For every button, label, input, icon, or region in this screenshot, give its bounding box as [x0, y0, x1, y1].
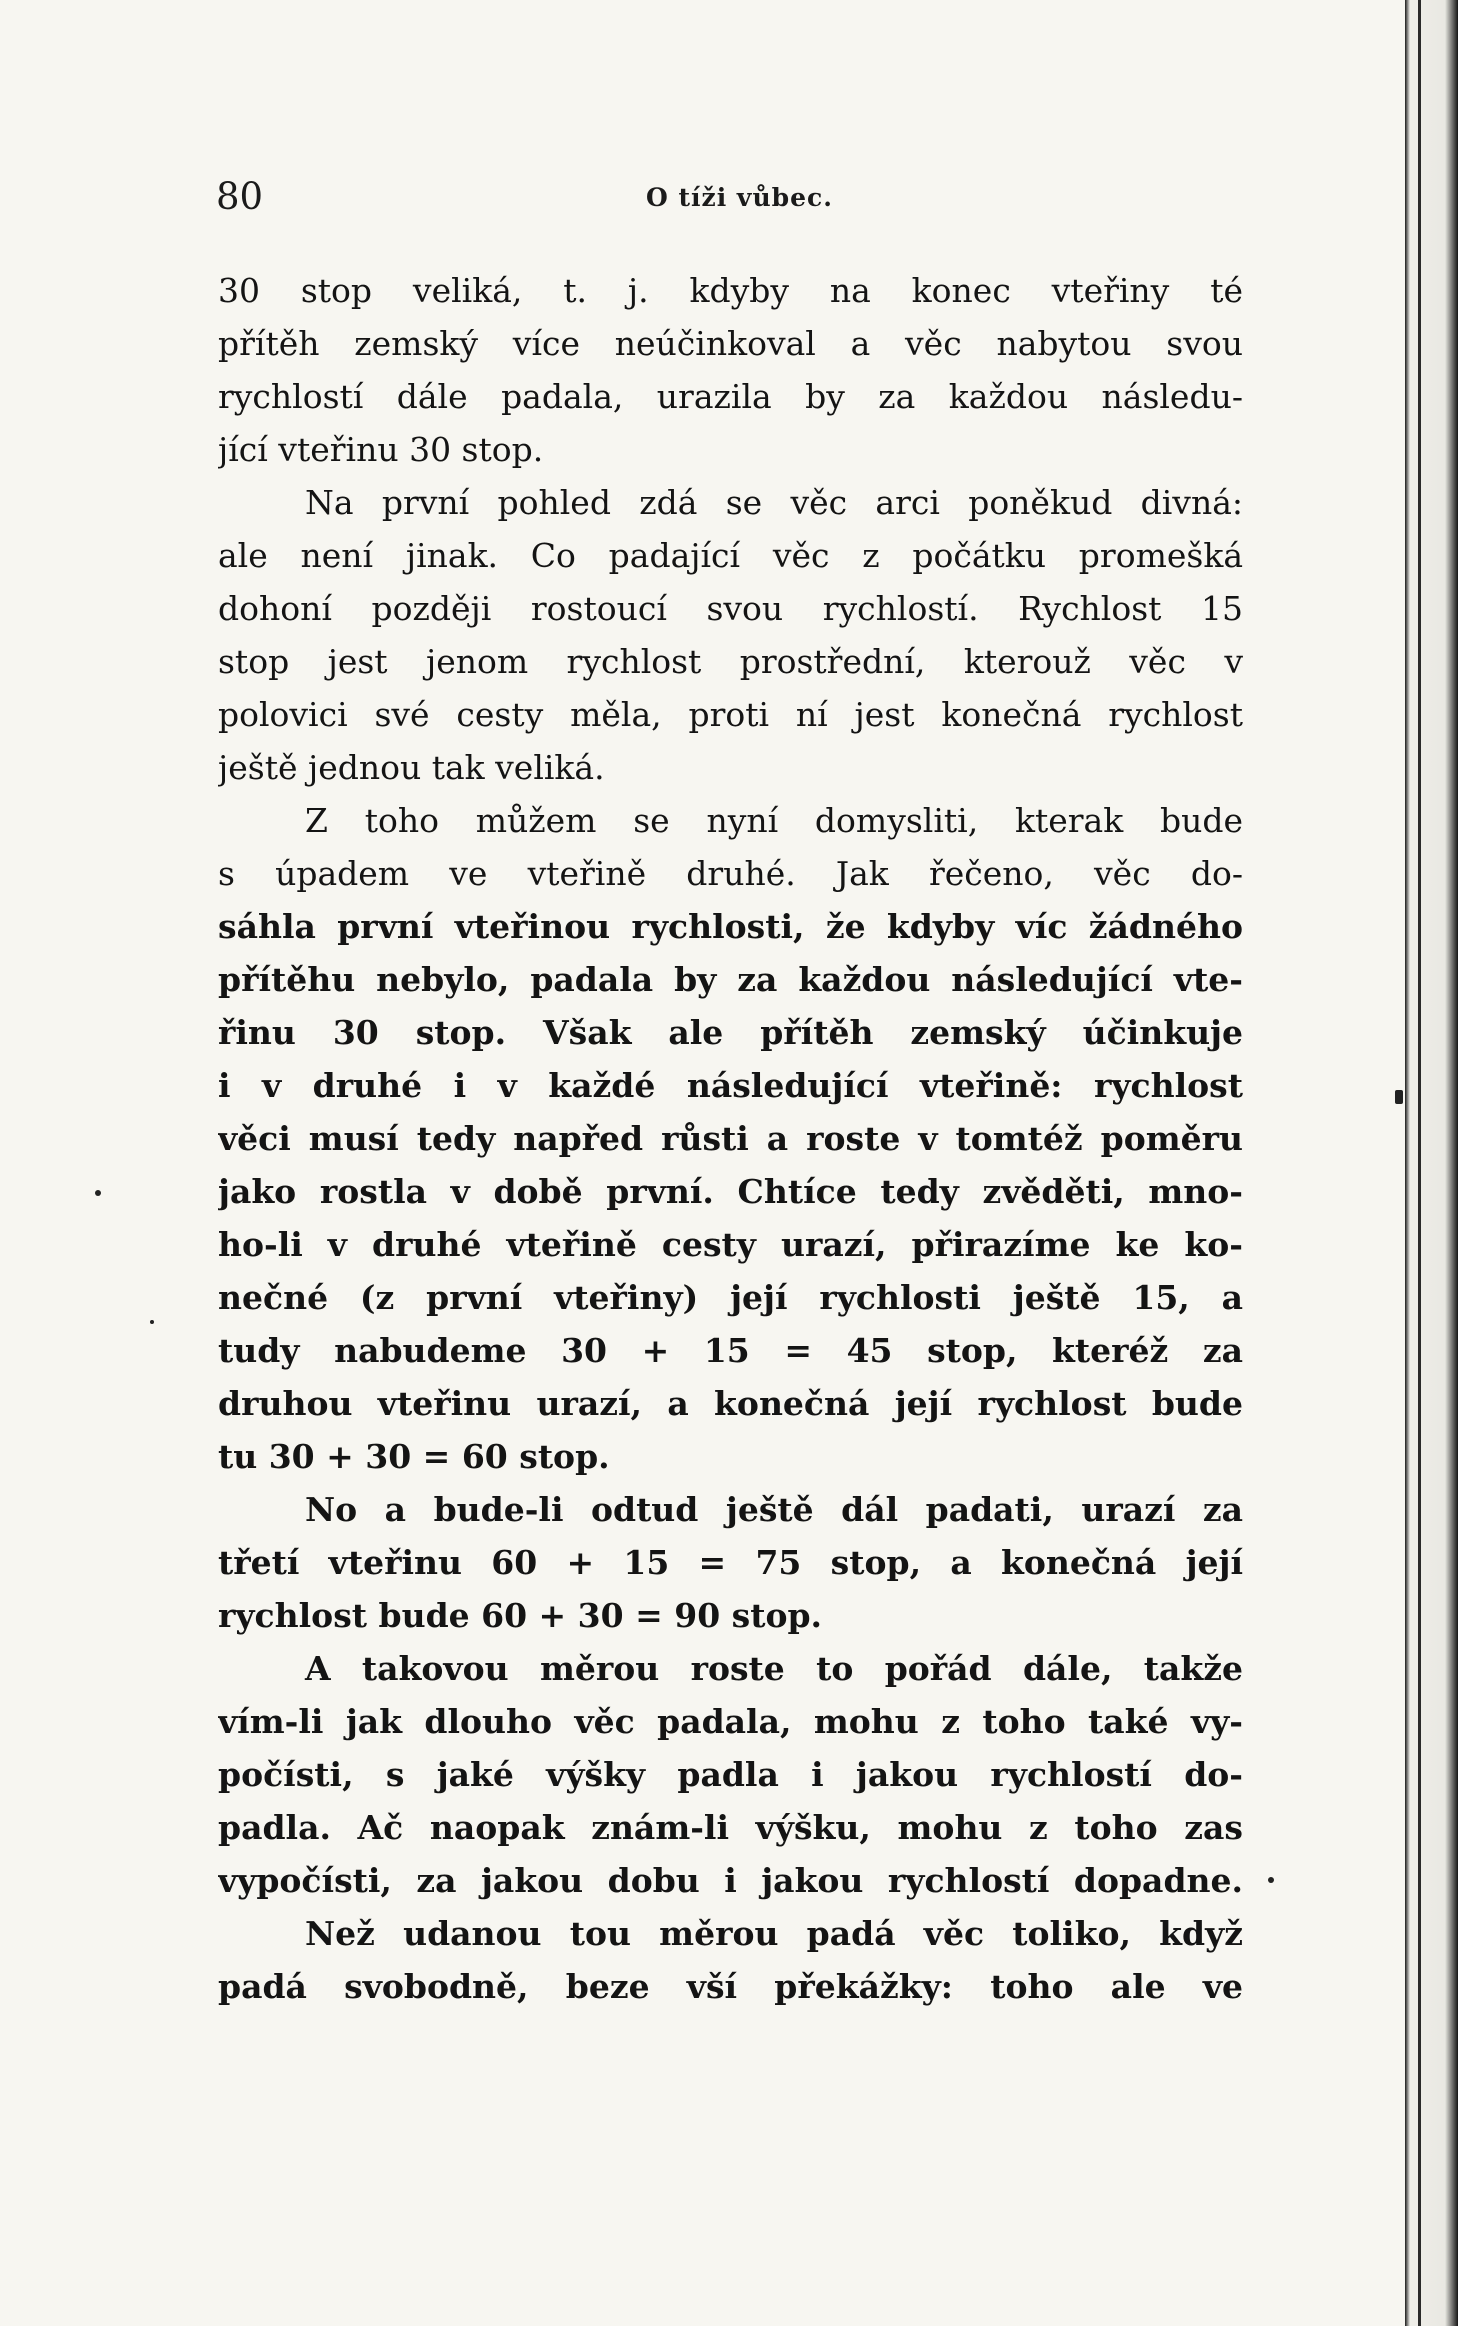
body-text — [218, 264, 1243, 2013]
text-line: jící vteřinu 30 stop. — [218, 430, 544, 469]
text-line: Z toho můžem se nyní domysliti, kterak bude — [305, 801, 1243, 840]
text-line: rychlostí dále padala, urazila by za každou následu- — [218, 377, 1243, 416]
text-line: padla. Ač naopak znám-li výšku, mohu z toho zas — [218, 1808, 1243, 1847]
text-line: padá svobodně, beze vší překážky: toho ale ve — [218, 1967, 1243, 2006]
text-line: počísti, s jaké výšky padla i jakou rychlostí do- — [218, 1755, 1243, 1794]
text-line: třetí vteřinu 60 + 15 = 75 stop, a konečná její — [218, 1543, 1243, 1582]
book-edge-line — [1418, 0, 1421, 2326]
text-line: tu 30 + 30 = 60 stop. — [218, 1437, 610, 1476]
text-line: 30 stop veliká, t. j. kdyby na konec vteřiny té — [218, 271, 1243, 310]
text-line: ho-li v druhé vteřině cesty urazí, přirazíme ke ko- — [218, 1225, 1243, 1264]
text-line: Než udanou tou měrou padá věc toliko, když — [305, 1914, 1243, 1953]
text-line: vím-li jak dlouho věc padala, mohu z toho také vy- — [218, 1702, 1243, 1741]
text-line: A takovou měrou roste to pořád dále, takže — [305, 1649, 1243, 1688]
print-speck — [150, 1320, 154, 1324]
text-line: věci musí tedy napřed růsti a roste v tomtéž poměru — [218, 1119, 1243, 1158]
text-line: ale není jinak. Co padající věc z počátku promešká — [218, 536, 1243, 575]
text-line: i v druhé i v každé následující vteřině: rychlost — [218, 1066, 1243, 1105]
print-speck — [95, 1190, 101, 1196]
text-line: nečné (z první vteřiny) její rychlosti ještě 15, a — [218, 1278, 1243, 1317]
text-line: vypočísti, za jakou dobu i jakou rychlostí dopadne. — [218, 1861, 1243, 1900]
text-line: tudy nabudeme 30 + 15 = 45 stop, kteréž za — [218, 1331, 1243, 1370]
text-line: sáhla první vteřinou rychlosti, že kdyby víc žádného — [218, 907, 1243, 946]
text-line: polovici své cesty měla, proti ní jest konečná rychlost — [218, 695, 1243, 734]
text-line: Na první pohled zdá se věc arci poněkud divná: — [305, 483, 1243, 522]
book-edge — [1405, 0, 1458, 2326]
text-line: No a bude-li odtud ještě dál padati, urazí za — [305, 1490, 1243, 1529]
text-line: přítěhu nebylo, padala by za každou následující vte- — [218, 960, 1243, 999]
text-line: s úpadem ve vteřině druhé. Jak řečeno, věc do- — [218, 854, 1243, 893]
text-line: stop jest jenom rychlost prostřední, kterouž věc v — [218, 642, 1243, 681]
text-line: přítěh zemský více neúčinkoval a věc nabytou svou — [218, 324, 1243, 363]
text-line: druhou vteřinu urazí, a konečná její rychlost bude — [218, 1384, 1243, 1423]
page-number: 80 — [216, 175, 264, 218]
print-speck — [1268, 1877, 1274, 1883]
text-line: rychlost bude 60 + 30 = 90 stop. — [218, 1596, 823, 1635]
running-head — [216, 172, 1216, 222]
print-speck — [1395, 1090, 1403, 1104]
running-title: O tíži vůbec. — [646, 183, 833, 212]
text-line: jako rostla v době první. Chtíce tedy zvěděti, mno- — [218, 1172, 1243, 1211]
text-line: ještě jednou tak veliká. — [218, 748, 605, 787]
text-line: dohoní později rostoucí svou rychlostí. Rychlost 15 — [218, 589, 1243, 628]
text-line: řinu 30 stop. Však ale přítěh zemský účinkuje — [218, 1013, 1243, 1052]
